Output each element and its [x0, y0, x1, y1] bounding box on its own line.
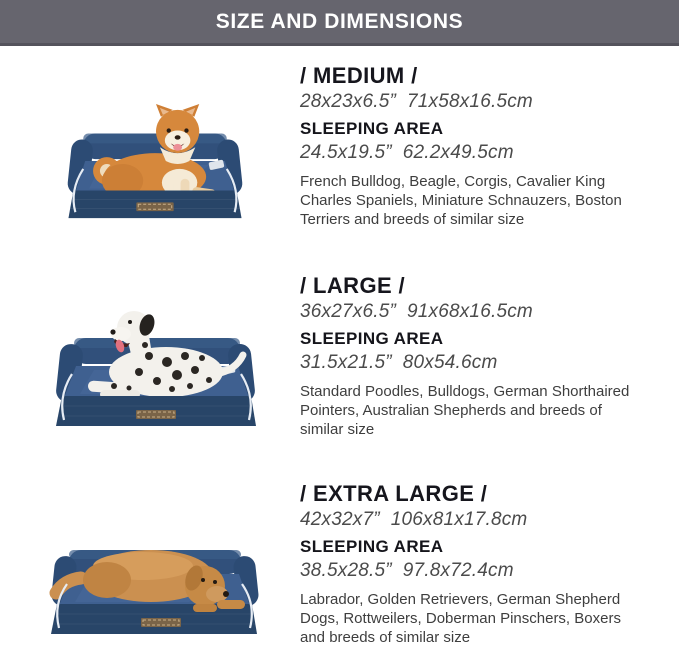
- page-title: SIZE AND DIMENSIONS: [215, 9, 464, 33]
- section-medium: [300, 64, 670, 229]
- sleeping-area-label: SLEEPING AREA: [300, 329, 444, 348]
- breeds-text: Standard Poodles, Bulldogs, German Shorthaired Pointers, Australian Shepherds and breeds of similar size: [300, 383, 630, 438]
- breeds-text: French Bulldog, Beagle, Corgis, Cavalier King Charles Spaniels, Miniature Schnauzers, Boston Terriers and breeds of similar size: [300, 173, 622, 228]
- sleeping-area-dimensions: 38.5x28.5” 97.8x72.4cm: [300, 560, 514, 581]
- size-title: / LARGE /: [300, 273, 406, 298]
- sleeping-area-dimensions: 24.5x19.5” 62.2x49.5cm: [300, 142, 514, 163]
- breeds-text: Labrador, Golden Retrievers, German Shepherd Dogs, Rottweilers, Doberman Pinschers, Boxers and breeds of similar size: [300, 591, 621, 645]
- size-title: / EXTRA LARGE /: [300, 481, 488, 506]
- dimensions-text: 42x32x7” 106x81x17.8cm: [300, 509, 528, 530]
- dalmatian-on-navy-dog-bed-illustration: [48, 298, 263, 430]
- sleeping-area-label: SLEEPING AREA: [300, 537, 444, 556]
- header-bar: [0, 0, 679, 46]
- golden-retriever-on-navy-dog-bed-illustration: [45, 528, 265, 638]
- shiba-inu-on-navy-dog-bed-illustration: [60, 104, 250, 222]
- dimensions-text: 28x23x6.5” 71x58x16.5cm: [300, 91, 533, 112]
- sleeping-area-label: SLEEPING AREA: [300, 119, 444, 138]
- photo-large-bed: [48, 298, 263, 430]
- dimensions-text: 36x27x6.5” 91x68x16.5cm: [300, 301, 533, 322]
- section-large: [300, 274, 670, 439]
- sleeping-area-dimensions: 31.5x21.5” 80x54.6cm: [300, 352, 498, 373]
- size-title: / MEDIUM /: [300, 63, 418, 88]
- photo-extra-large-bed: [45, 528, 265, 638]
- photo-medium-bed: [60, 104, 250, 222]
- section-extra-large: [300, 482, 670, 645]
